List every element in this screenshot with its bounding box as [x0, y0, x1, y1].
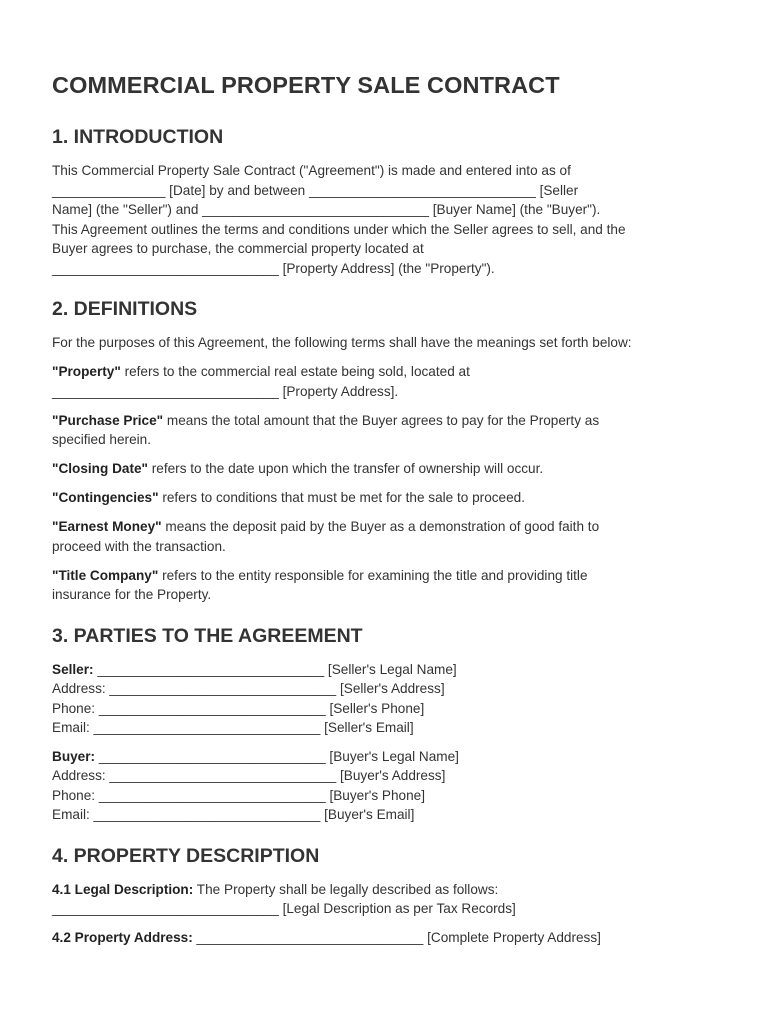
- buyer-address-line: Address: ______________________________ [Buyer's Address]: [52, 768, 446, 783]
- intro-line: Name] (the "Seller") and ______________________________ [Buyer Name] (the "Buyer").: [52, 202, 601, 217]
- section-heading-definitions: 2. DEFINITIONS: [52, 298, 198, 320]
- buyer-label: Buyer:: [52, 748, 96, 764]
- definition-property: [52, 362, 718, 401]
- property-address-label: 4.2 Property Address:: [52, 930, 193, 945]
- definition-text: refers to the date upon which the transfer of ownership will occur.: [147, 461, 544, 476]
- legal-description: [52, 880, 718, 919]
- seller-address-line: Address: ______________________________ [Seller's Address]: [52, 681, 445, 696]
- definition-term: "Closing Date": [52, 461, 148, 476]
- definition-term: "Contingencies": [52, 490, 159, 505]
- definition-text: refers to conditions that must be met for the sale to proceed.: [158, 490, 526, 505]
- intro-line: This Commercial Property Sale Contract ("Agreement") is made and entered into as of: [52, 163, 571, 178]
- section-introduction: [52, 126, 718, 278]
- legal-description-text: The Property shall be legally described as follows:: [193, 881, 499, 897]
- legal-description-label: 4.1 Legal Description:: [52, 881, 194, 897]
- intro-line: Buyer agrees to purchase, the commercial property located at: [52, 241, 424, 256]
- intro-line: ______________________________ [Property Address] (the "Property").: [52, 260, 495, 276]
- definition-term: "Earnest Money": [52, 519, 162, 534]
- definition-text: proceed with the transaction.: [52, 538, 226, 554]
- definition-text: ______________________________ [Property Address].: [52, 383, 399, 399]
- buyer-email-line: Email: ______________________________ [Buyer's Email]: [52, 807, 415, 822]
- definition-earnest-money: [52, 517, 718, 556]
- buyer-block: [52, 747, 718, 825]
- buyer-name-line: [52, 747, 718, 767]
- definition-text: refers to the commercial real estate being sold, located at: [120, 364, 470, 379]
- intro-line: This Agreement outlines the terms and conditions under which the Seller agrees to sell, and the: [52, 221, 626, 237]
- seller-block: [52, 660, 718, 738]
- section-property-description: [52, 845, 718, 948]
- definition-text: specified herein.: [52, 432, 151, 447]
- introduction-paragraph: [52, 161, 718, 278]
- definitions-intro: For the purposes of this Agreement, the following terms shall have the meanings set forth below:: [52, 335, 632, 350]
- section-heading-introduction: 1. INTRODUCTION: [52, 126, 224, 148]
- legal-description-blank: ______________________________ [Legal Description as per Tax Records]: [52, 901, 516, 916]
- section-heading-property-description: 4. PROPERTY DESCRIPTION: [52, 844, 320, 867]
- definition-title-company: [52, 566, 718, 605]
- definition-purchase-price: [52, 411, 718, 450]
- seller-phone-line: Phone: ______________________________ [Seller's Phone]: [52, 700, 425, 716]
- buyer-name-blank: ______________________________ [Buyer's Legal Name]: [95, 748, 459, 764]
- seller-name-blank: ______________________________ [Seller's Legal Name]: [93, 661, 457, 677]
- definition-term: "Property": [52, 364, 121, 379]
- seller-label: Seller:: [52, 661, 94, 677]
- definition-text: refers to the entity responsible for examining the title and providing title: [158, 567, 588, 583]
- property-address-blank: ______________________________ [Complete Property Address]: [192, 930, 601, 945]
- definition-closing-date: [52, 459, 718, 479]
- definition-term: "Purchase Price": [52, 412, 164, 428]
- definition-text: means the deposit paid by the Buyer as a demonstration of good faith to: [161, 519, 600, 534]
- buyer-phone-line: Phone: ______________________________ [Buyer's Phone]: [52, 787, 425, 803]
- seller-email-line: Email: ______________________________ [Seller's Email]: [52, 720, 414, 735]
- section-definitions: [52, 298, 718, 605]
- definition-text: means the total amount that the Buyer agrees to pay for the Property as: [163, 412, 600, 428]
- intro-line: _______________ [Date] by and between ______________________________ [Seller: [52, 182, 579, 198]
- definition-text: insurance for the Property.: [52, 587, 212, 602]
- definition-term: "Title Company": [52, 567, 159, 583]
- seller-name-line: [52, 660, 718, 680]
- section-parties: [52, 625, 718, 825]
- definition-contingencies: [52, 488, 718, 508]
- section-heading-parties: 3. PARTIES TO THE AGREEMENT: [52, 624, 363, 647]
- document-title: COMMERCIAL PROPERTY SALE CONTRACT: [52, 72, 560, 98]
- property-address: [52, 928, 718, 948]
